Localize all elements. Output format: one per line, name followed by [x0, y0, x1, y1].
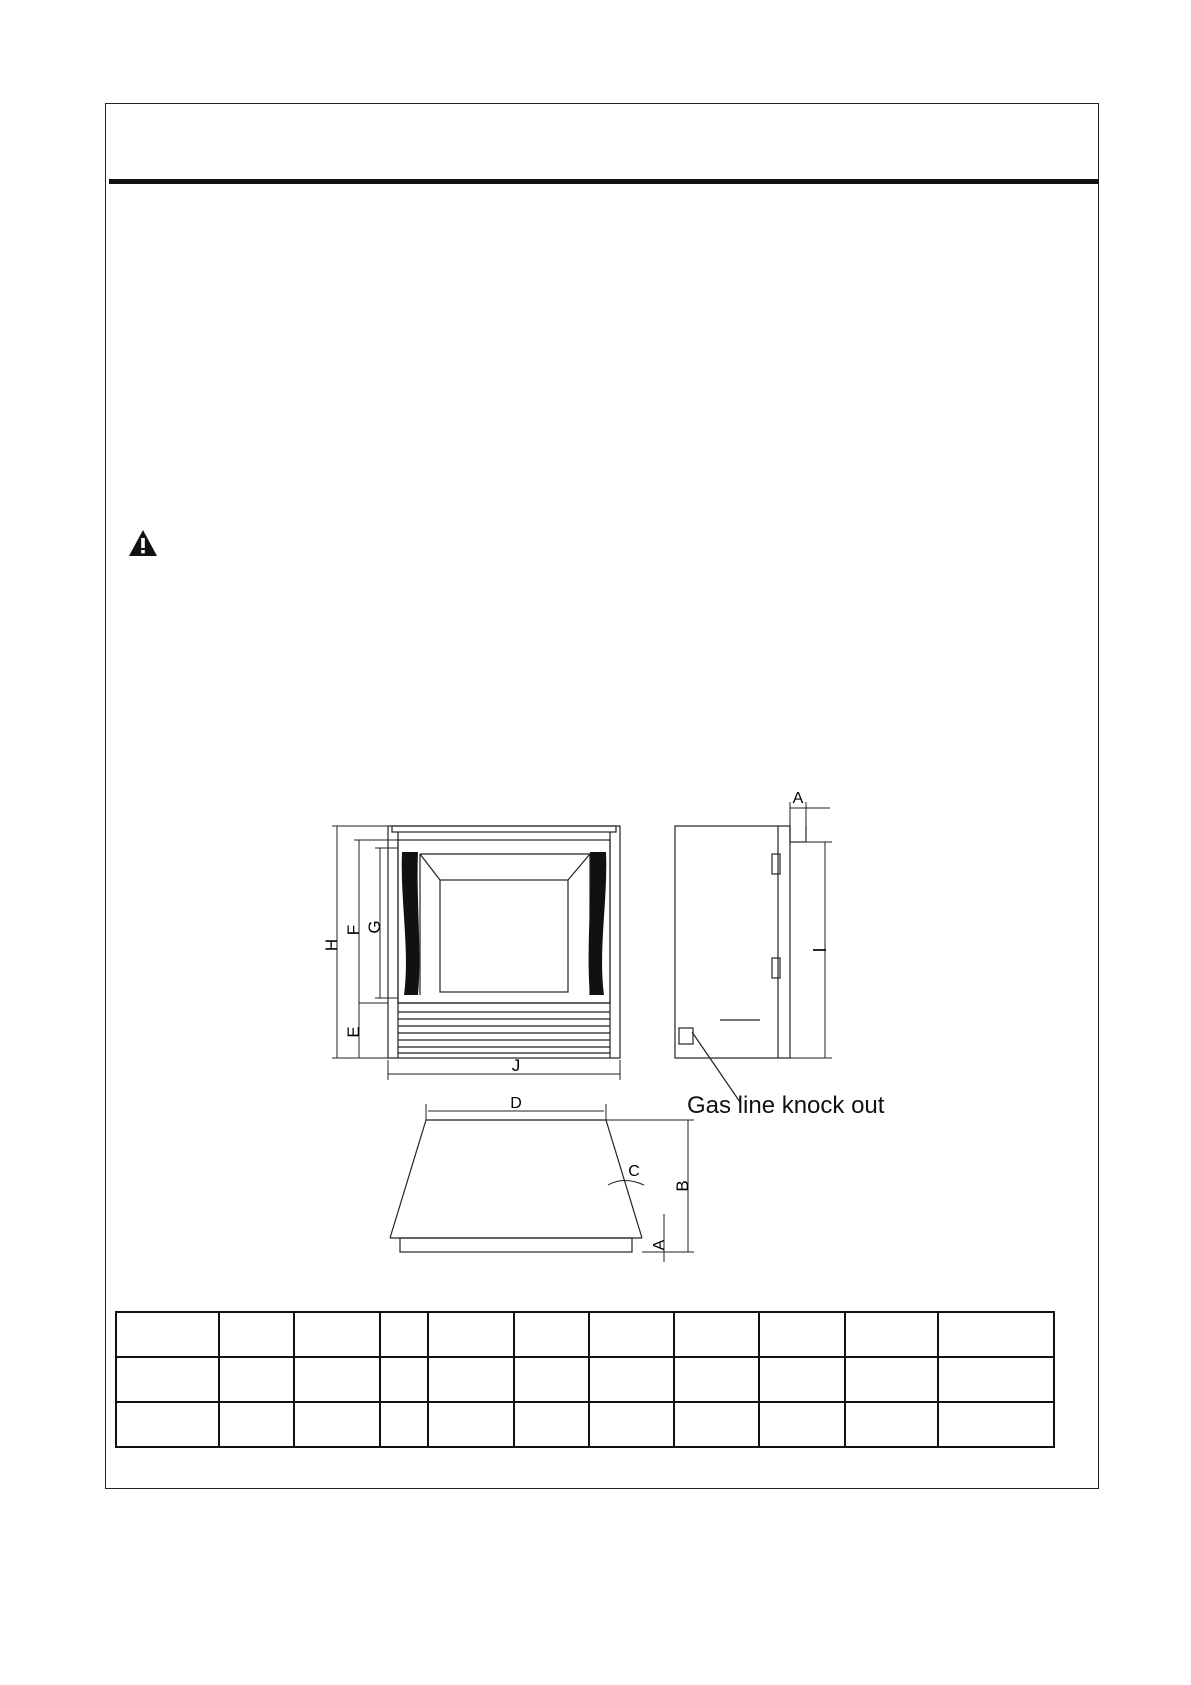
warning-triangle-icon [128, 529, 158, 557]
dim-label-i: I [810, 947, 830, 953]
table-cell [589, 1402, 674, 1447]
dim-label-j: J [511, 1056, 521, 1075]
dim-label-d: D [510, 1095, 522, 1112]
header-rule [109, 179, 1099, 184]
table-cell [294, 1357, 380, 1402]
dimensions-table [115, 1311, 1055, 1448]
dim-label-b: B [673, 1180, 692, 1192]
table-cell [116, 1357, 219, 1402]
table-cell [674, 1357, 759, 1402]
table-cell [759, 1357, 845, 1402]
dim-label-g: G [365, 920, 384, 934]
dim-label-e: E [344, 1026, 363, 1038]
dim-label-f: F [344, 924, 363, 936]
table-cell [759, 1312, 845, 1357]
table-cell [116, 1312, 219, 1357]
table-cell [589, 1357, 674, 1402]
dim-label-h: H [322, 938, 341, 952]
dim-label-a-top: A [792, 790, 804, 807]
table-row [116, 1402, 1054, 1447]
table-cell [938, 1357, 1054, 1402]
table-cell [514, 1357, 589, 1402]
fireplace-dimension-diagram [320, 790, 900, 1290]
table-cell [294, 1402, 380, 1447]
table-cell [514, 1312, 589, 1357]
table-cell [845, 1402, 938, 1447]
table-row [116, 1312, 1054, 1357]
table-cell [380, 1357, 428, 1402]
table-cell [428, 1402, 514, 1447]
table-cell [428, 1357, 514, 1402]
table-cell [294, 1312, 380, 1357]
table-cell [380, 1312, 428, 1357]
table-cell [845, 1357, 938, 1402]
dim-label-a-bottom: A [651, 1239, 668, 1251]
table-cell [938, 1312, 1054, 1357]
table-cell [514, 1402, 589, 1447]
table-cell [219, 1402, 294, 1447]
dim-label-c: C [628, 1163, 640, 1180]
table-row [116, 1357, 1054, 1402]
table-cell [428, 1312, 514, 1357]
table-cell [219, 1312, 294, 1357]
table-cell [759, 1402, 845, 1447]
table-cell [589, 1312, 674, 1357]
table-cell [674, 1402, 759, 1447]
table-cell [219, 1357, 294, 1402]
table-cell [674, 1312, 759, 1357]
gas-line-knockout-callout: Gas line knock out [687, 1092, 885, 1119]
table-cell [116, 1402, 219, 1447]
table-cell [845, 1312, 938, 1357]
table-cell [380, 1402, 428, 1447]
table-cell [938, 1402, 1054, 1447]
